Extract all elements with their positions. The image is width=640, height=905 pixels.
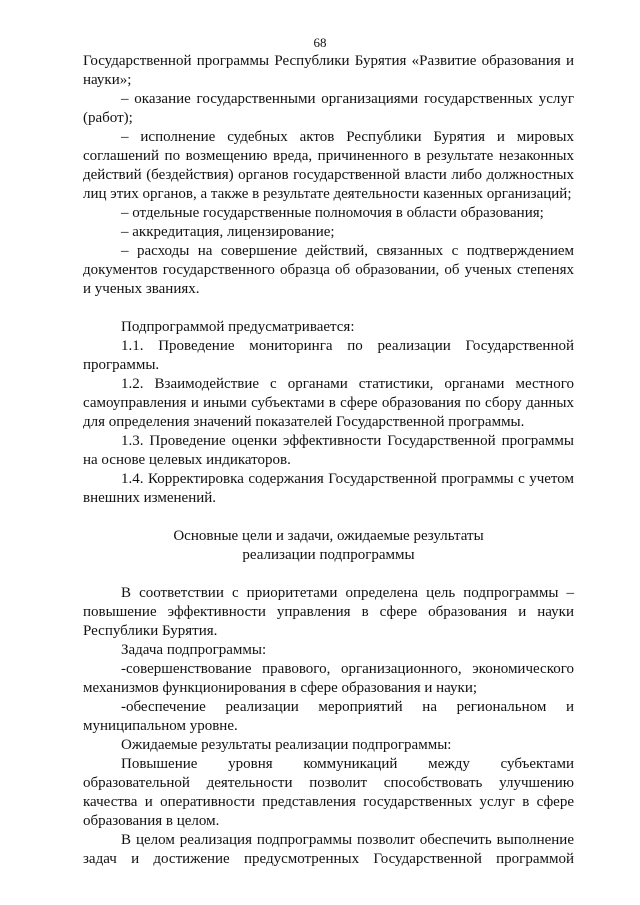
task-item-implementation: -обеспечение реализации мероприятий на региональном и муниципальном уровне.	[83, 699, 574, 734]
task-item-mechanisms: -совершенствование правового, организационного, экономического механизмов функционирования в сфере образования и науки;	[83, 661, 574, 696]
list-item-state-services: – оказание государственными организациями государственных услуг (работ);	[83, 91, 574, 126]
page-body	[83, 52, 574, 869]
provision-item-1-1: 1.1. Проведение мониторинга по реализации Государственной программы.	[83, 338, 574, 373]
list-item-document-expenses: – расходы на совершение действий, связанных с подтверждением документов государственного образца об образовании, об ученых степенях и ученых званиях.	[83, 243, 574, 297]
provision-item-1-2: 1.2. Взаимодействие с органами статистики, органами местного самоуправления и иными субъектами в сфере образования по сбору данных для определения значений показателей Государственной программы.	[83, 376, 574, 430]
paragraph-program-continuation: Государственной программы Республики Бурятия «Развитие образования и науки»;	[83, 53, 574, 88]
provision-item-1-4: 1.4. Корректировка содержания Государственной программы с учетом внешних изменений.	[83, 471, 574, 506]
list-item-accreditation: – аккредитация, лицензирование;	[121, 224, 335, 240]
task-intro: Задача подпрограммы:	[121, 642, 267, 658]
provision-item-1-3: 1.3. Проведение оценки эффективности Государственной программы на основе целевых индикаторов.	[83, 433, 574, 468]
results-intro: Ожидаемые результаты реализации подпрограммы:	[121, 737, 452, 753]
page-number: 68	[313, 35, 327, 50]
goal-paragraph: В соответствии с приоритетами определена цель подпрограммы – повышение эффективности управления в сфере образования и науки Республики Бурятия.	[83, 585, 574, 639]
provisions-intro: Подпрограммой предусматривается:	[121, 319, 355, 335]
section-heading-line-1: Основные цели и задачи, ожидаемые результаты	[173, 528, 484, 544]
section-heading-line-2: реализации подпрограммы	[242, 547, 415, 563]
list-item-state-powers: – отдельные государственные полномочия в области образования;	[121, 205, 544, 221]
list-item-court-acts: – исполнение судебных актов Республики Бурятия и мировых соглашений по возмещению вреда, причиненного в результате незаконных действий (бездействия) органов государственной власти либо должностных лиц этих органов, а также в результате деятельности казенных организаций;	[83, 129, 574, 202]
closing-paragraph: В целом реализация подпрограммы позволит обеспечить выполнение задач и достижение предусмотренных Государственной программой	[83, 832, 574, 867]
result-paragraph: Повышение уровня коммуникаций между субъектами образовательной деятельности позволит способствовать улучшению качества и оперативности представления государственных услуг в сфере образования в целом.	[83, 756, 574, 829]
